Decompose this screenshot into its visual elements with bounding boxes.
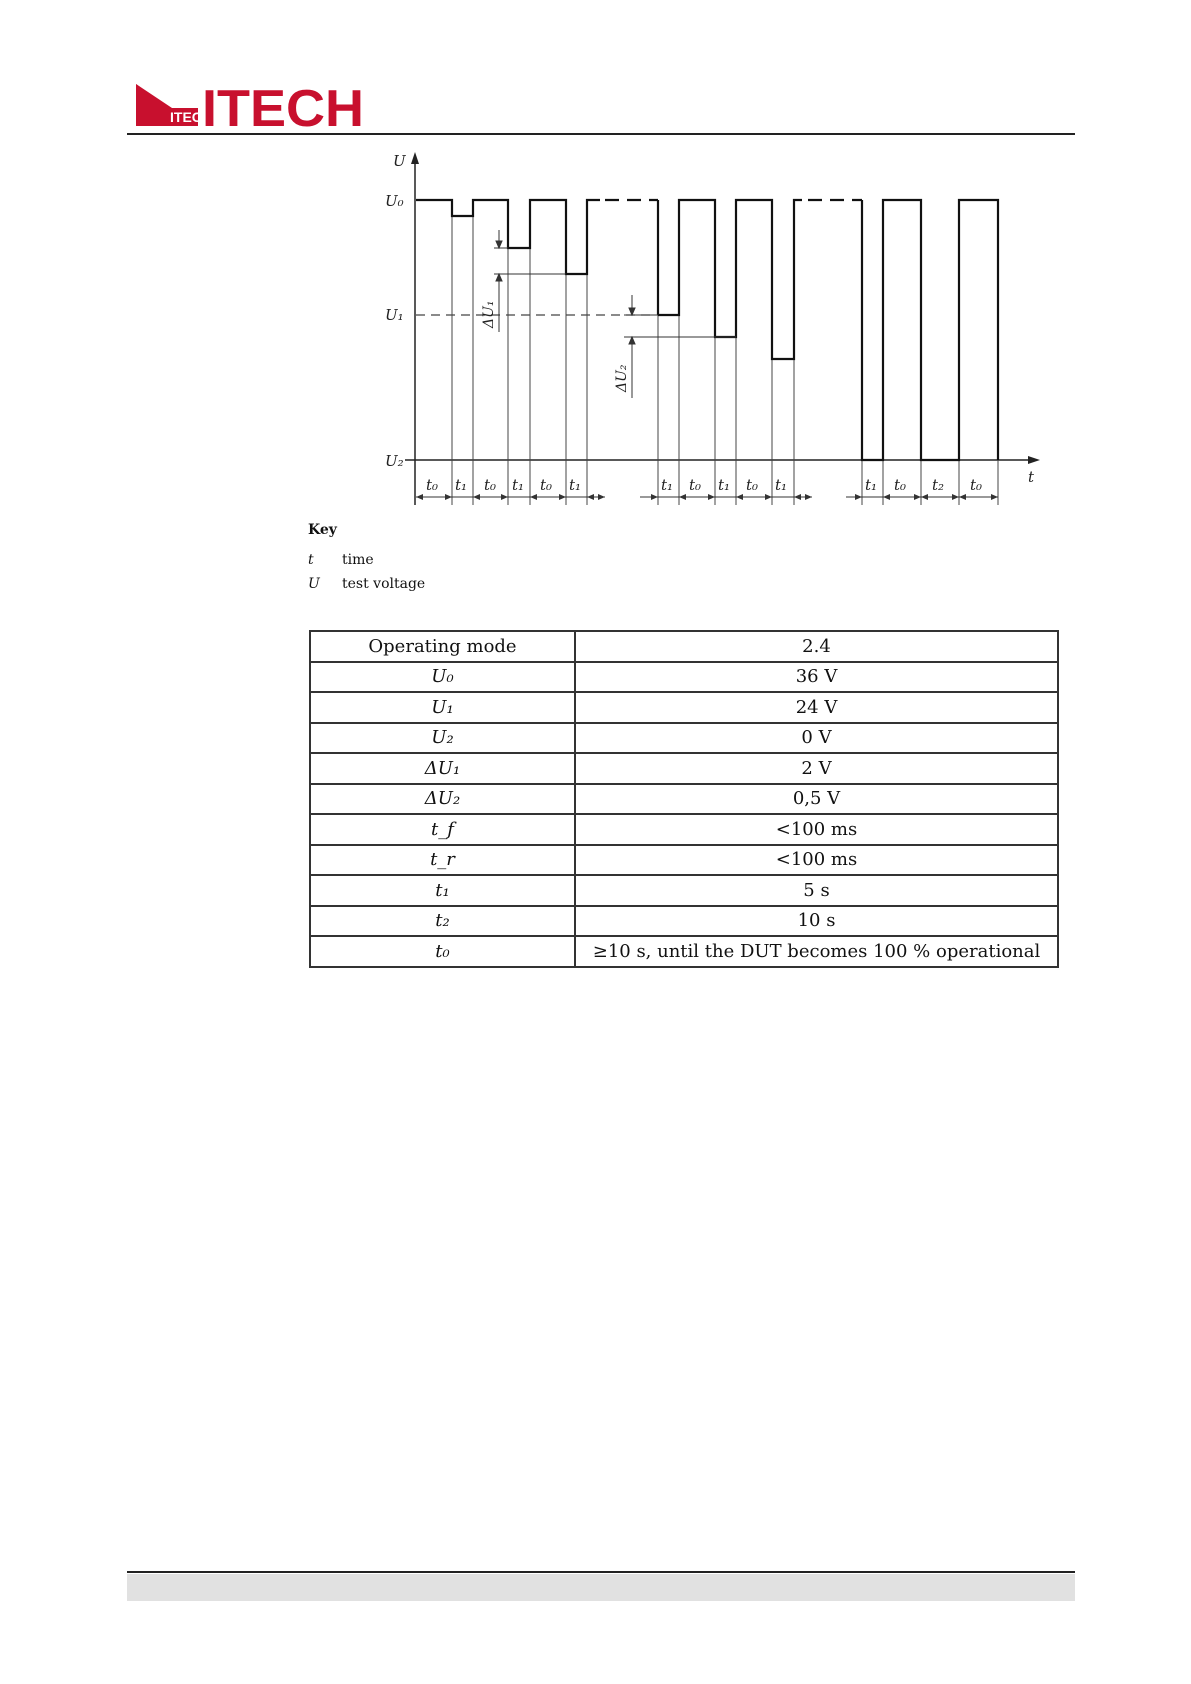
header-value-cell: 2.4 [575, 631, 1058, 662]
value-cell: 10 s [575, 906, 1058, 937]
param-cell: t_r [310, 845, 575, 876]
value-cell: 36 V [575, 662, 1058, 693]
level-label-u2: U₂ [385, 452, 404, 470]
param-cell: t₂ [310, 906, 575, 937]
time-label: t₁ [865, 476, 878, 494]
value-cell: <100 ms [575, 814, 1058, 845]
x-axis-arrow [1028, 456, 1040, 464]
table-row [310, 845, 1058, 876]
param-cell: U₁ [310, 692, 575, 723]
table-row [310, 906, 1058, 937]
time-label: t₁ [455, 476, 468, 494]
key-item [308, 548, 425, 572]
time-label: t₁ [718, 476, 731, 494]
table-row [310, 784, 1058, 815]
value-cell: 24 V [575, 692, 1058, 723]
table-row [310, 753, 1058, 784]
table-row [310, 662, 1058, 693]
time-label: t₀ [540, 476, 553, 494]
value-cell: ≥10 s, until the DUT becomes 100 % operational [575, 936, 1058, 967]
param-cell: t₀ [310, 936, 575, 967]
footer-rule [127, 1571, 1075, 1573]
voltage-profile-figure [0, 0, 1191, 520]
level-label-u1: U₁ [385, 306, 404, 324]
key-item [308, 572, 425, 596]
time-label: t₁ [661, 476, 674, 494]
key-title: Key [308, 522, 337, 538]
value-cell: 5 s [575, 875, 1058, 906]
table-row [310, 723, 1058, 754]
table-row [310, 814, 1058, 845]
table-row [310, 936, 1058, 967]
header-label-cell: Operating mode [310, 631, 575, 662]
y-axis-arrow [411, 152, 419, 164]
x-axis-label: t [1028, 468, 1035, 486]
table-row [310, 692, 1058, 723]
value-cell: 0,5 V [575, 784, 1058, 815]
table-header-row [310, 631, 1058, 662]
time-label: t₀ [484, 476, 497, 494]
parameter-table [309, 630, 1059, 968]
param-cell: ΔU₁ [310, 753, 575, 784]
param-cell: U₂ [310, 723, 575, 754]
value-cell: 2 V [575, 753, 1058, 784]
time-label: t₀ [970, 476, 983, 494]
brand-name: ITECH [202, 82, 364, 128]
footer-band [127, 1574, 1075, 1601]
table-row [310, 875, 1058, 906]
param-cell: t_f [310, 814, 575, 845]
param-cell: ΔU₂ [310, 784, 575, 815]
param-cell: t₁ [310, 875, 575, 906]
value-cell: 0 V [575, 723, 1058, 754]
voltage-waveform-3 [862, 200, 998, 460]
key-description: time [342, 552, 374, 568]
value-cell: <100 ms [575, 845, 1058, 876]
time-label: t₀ [689, 476, 702, 494]
delta-u2-label: ΔU₂ [614, 364, 630, 392]
key-symbol: t [308, 552, 314, 568]
level-label-u0: U₀ [385, 192, 404, 210]
key-description: test voltage [342, 576, 426, 592]
time-label: t₀ [746, 476, 759, 494]
key-symbol: U [308, 576, 320, 592]
time-label: t₀ [894, 476, 907, 494]
figure-key [308, 522, 425, 596]
time-label: t₀ [426, 476, 439, 494]
voltage-waveform-2 [658, 200, 802, 359]
time-label: t₂ [932, 476, 945, 494]
time-label: t₁ [512, 476, 525, 494]
logo-badge-text: ITECH [170, 109, 212, 125]
y-axis-label: U [393, 152, 406, 170]
param-cell: U₀ [310, 662, 575, 693]
time-label: t₁ [775, 476, 788, 494]
time-label: t₁ [569, 476, 582, 494]
delta-u1-label: ΔU₁ [481, 300, 497, 328]
